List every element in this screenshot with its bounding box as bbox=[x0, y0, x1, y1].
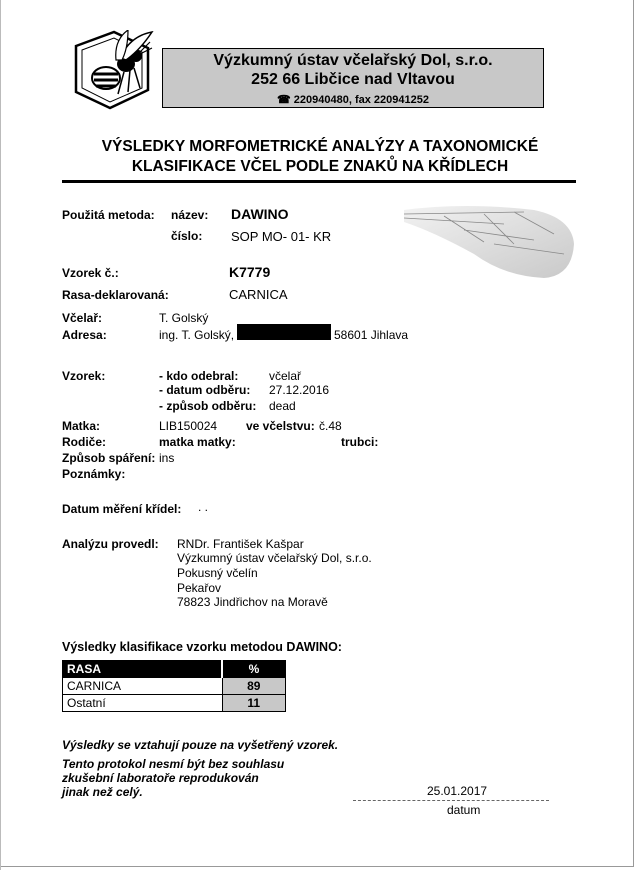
wing-image bbox=[404, 204, 574, 278]
collection-label: Vzorek: bbox=[62, 369, 106, 383]
report-title-line2: KLASIFIKACE VČEL PODLE ZNAKŮ NA KŘÍDLECH bbox=[131, 158, 509, 175]
sample-number: K7779 bbox=[229, 264, 271, 280]
collector-label: - kdo odebral: bbox=[159, 369, 239, 383]
col-pct-header: % bbox=[222, 661, 286, 678]
drones-label: trubci: bbox=[341, 435, 379, 449]
collection-method-value: dead bbox=[269, 399, 296, 413]
results-table bbox=[62, 660, 286, 712]
race-cell: Ostatní bbox=[63, 695, 223, 712]
report-title-line1: VÝSLEDKY MORFOMETRICKÉ ANALÝZY A TAXONOMICKÉ bbox=[101, 138, 539, 155]
analyst-line: 78823 Jindřichov na Moravě bbox=[177, 595, 328, 609]
method-name-label: název: bbox=[171, 208, 209, 222]
address-label: Adresa: bbox=[62, 328, 107, 342]
collector-value: včelař bbox=[269, 369, 302, 383]
title-rule bbox=[62, 180, 576, 183]
results-heading: Výsledky klasifikace vzorku metodou DAWINO: bbox=[62, 640, 342, 654]
race-declared-value: CARNICA bbox=[229, 287, 288, 302]
note-reproduction-1: Tento protokol nesmí být bez souhlasu bbox=[62, 757, 285, 771]
col-race-header: RASA bbox=[63, 661, 223, 678]
institute-name: Výzkumný ústav včelařský Dol, s.r.o. bbox=[213, 52, 493, 69]
institute-address: 252 66 Libčice nad Vltavou bbox=[251, 71, 455, 88]
pct-cell: 11 bbox=[222, 695, 286, 712]
method-number-label: číslo: bbox=[171, 229, 203, 243]
analyst-label: Analýzu provedl: bbox=[62, 537, 159, 551]
collection-date-value: 27.12.2016 bbox=[269, 383, 330, 397]
measurement-date-label: Datum měření křídel: bbox=[62, 502, 182, 516]
institute-contact bbox=[163, 93, 543, 106]
collection-method-label: - způsob odběru: bbox=[159, 399, 257, 413]
colony-value: č.48 bbox=[319, 419, 342, 433]
institute-header bbox=[162, 48, 544, 108]
analyst-line: Výzkumný ústav včelařský Dol, s.r.o. bbox=[177, 551, 372, 565]
analyst-line: RNDr. František Kašpar bbox=[177, 537, 304, 551]
mating-label: Způsob spáření: bbox=[62, 451, 156, 465]
colony-label: ve včelstvu: bbox=[246, 419, 315, 433]
beekeeper-label: Včelař: bbox=[62, 311, 103, 325]
queen-value: LIB150024 bbox=[159, 419, 218, 433]
date-label: datum bbox=[447, 803, 481, 817]
table-row bbox=[63, 695, 286, 712]
report-date: 25.01.2017 bbox=[427, 784, 488, 798]
race-declared-label: Rasa-deklarovaná: bbox=[62, 288, 169, 302]
address-name: ing. T. Golský, bbox=[159, 328, 235, 342]
method-number-value: SOP MO- 01- KR bbox=[231, 229, 332, 244]
pct-cell: 89 bbox=[222, 678, 286, 695]
note-reproduction-3: jinak než celý. bbox=[62, 785, 143, 799]
redaction-box bbox=[237, 324, 331, 340]
beekeeper-value: T. Golský bbox=[159, 311, 209, 325]
mating-value: ins bbox=[159, 451, 175, 465]
notes-label: Poznámky: bbox=[62, 467, 126, 481]
note-scope: Výsledky se vztahují pouze na vyšetřený vzorek. bbox=[62, 738, 339, 752]
race-cell: CARNICA bbox=[63, 678, 223, 695]
address-city: 58601 Jihlava bbox=[334, 328, 409, 342]
method-label: Použitá metoda: bbox=[62, 208, 155, 222]
phone-icon: ☎ bbox=[277, 94, 291, 106]
date-signature-line bbox=[353, 800, 549, 801]
results-header-row bbox=[63, 661, 286, 678]
bee-logo-icon bbox=[70, 30, 154, 110]
page-edge bbox=[0, 0, 1, 870]
analyst-line: Pokusný včelín bbox=[177, 566, 258, 580]
mother-of-queen-label: matka matky: bbox=[159, 435, 236, 449]
table-row bbox=[63, 678, 286, 695]
note-reproduction-2: zkušební laboratoře reprodukován bbox=[62, 771, 259, 785]
queen-label: Matka: bbox=[62, 419, 101, 433]
method-name-value: DAWINO bbox=[231, 206, 289, 222]
sample-label: Vzorek č.: bbox=[62, 266, 119, 280]
contact-numbers: 220940480, fax 220941252 bbox=[293, 94, 429, 106]
analyst-line: Pekařov bbox=[177, 581, 222, 595]
collection-date-label: - datum odběru: bbox=[159, 383, 251, 397]
measurement-date-value: . . bbox=[198, 500, 209, 514]
parents-label: Rodiče: bbox=[62, 435, 107, 449]
